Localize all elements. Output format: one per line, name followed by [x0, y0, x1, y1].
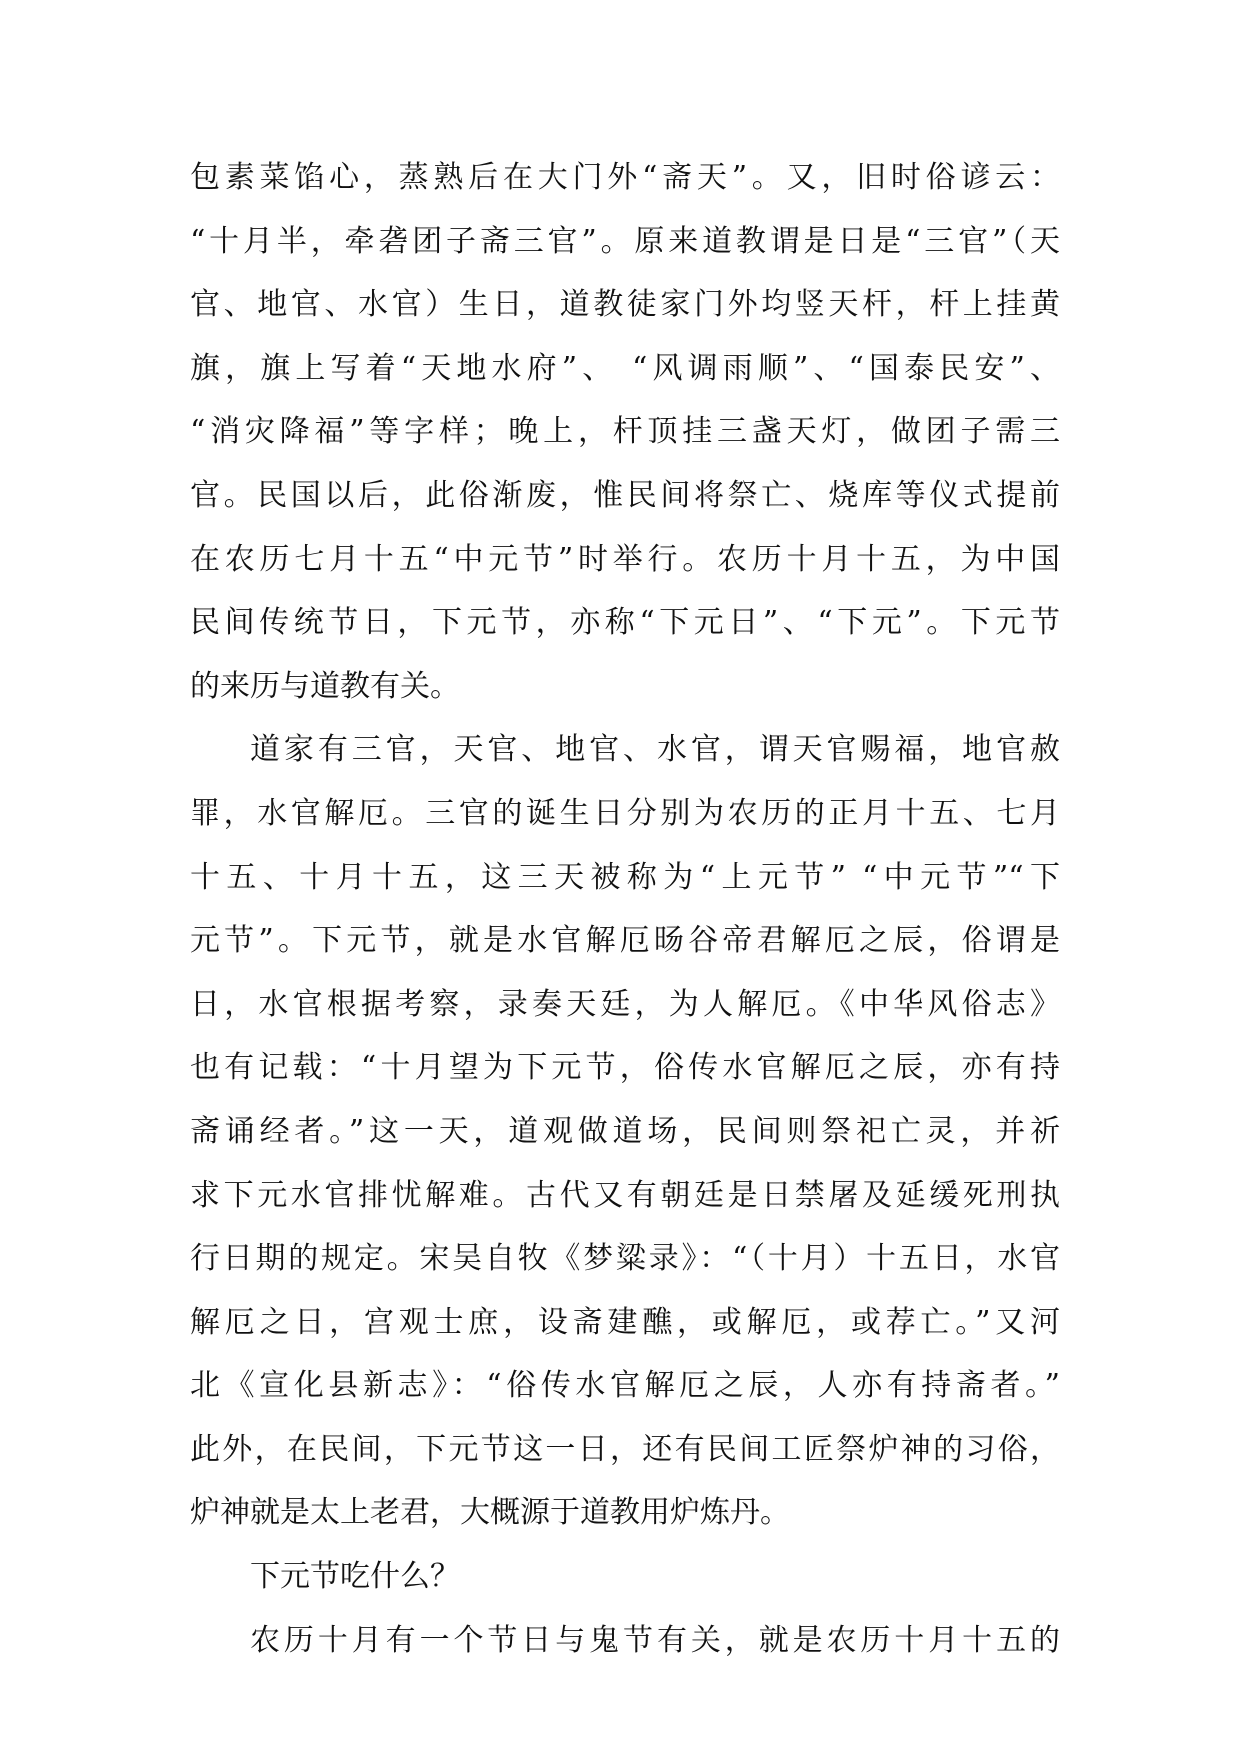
text-line: 在农历七月十五“中元节”时举行。农历十月十五，为中国 [190, 541, 1060, 577]
text-line: 炉神就是太上老君，大概源于道教用炉炼丹。 [190, 1495, 790, 1531]
text-line: 官。民国以后，此俗渐废，惟民间将祭亡、烧库等仪式提前 [190, 477, 1060, 513]
text-line: 罪，水官解厄。三官的诞生日分别为农历的正月十五、七月 [190, 795, 1060, 831]
body-text [190, 146, 1060, 1672]
text-line: 十五、十月十五，这三天被称为“上元节” “中元节”“下 [190, 859, 1060, 895]
text-line: 元节”。下元节，就是水官解厄旸谷帝君解厄之辰，俗谓是 [190, 923, 1060, 959]
text-line: 此外，在民间，下元节这一日，还有民间工匠祭炉神的习俗， [190, 1431, 1060, 1467]
text-line: 旗，旗上写着“天地水府”、 “风调雨顺”、“国泰民安”、 [190, 350, 1060, 386]
text-line: “消灾降福”等字样；晚上，杆顶挂三盏天灯，做团子需三 [190, 414, 1060, 450]
text-line: 行日期的规定。宋吴自牧《梦粱录》：“（十月）十五日，水官 [190, 1241, 1060, 1277]
text-line: 包素菜馅心，蒸熟后在大门外“斋天”。又，旧时俗谚云： [190, 160, 1060, 195]
text-line: “十月半，牵砻团子斋三官”。原来道教谓是日是“三官”（天 [190, 223, 1060, 259]
text-line: 斋诵经者。”这一天，道观做道场，民间则祭祀亡灵，并祈 [190, 1113, 1060, 1149]
text-line: 农历十月有一个节日与鬼节有关，就是农历十月十五的 [250, 1622, 1060, 1658]
section-heading: 下元节吃什么？ [250, 1559, 460, 1595]
text-line: 求下元水官排忧解难。古代又有朝廷是日禁屠及延缓死刑执 [190, 1177, 1060, 1213]
text-line: 解厄之日，宫观士庶，设斋建醮，或解厄，或荐亡。”又河 [190, 1304, 1060, 1340]
text-line: 民间传统节日，下元节，亦称“下元日”、“下元”。下元节 [190, 605, 1060, 641]
text-line: 的来历与道教有关。 [190, 668, 460, 704]
text-line: 北《宣化县新志》：“俗传水官解厄之辰，人亦有持斋者。” [190, 1368, 1060, 1404]
text-line: 官、地官、水官）生日，道教徒家门外均竖天杆，杆上挂黄 [190, 287, 1060, 323]
text-line: 道家有三官，天官、地官、水官，谓天官赐福，地官赦 [250, 732, 1060, 768]
text-line: 也有记载：“十月望为下元节，俗传水官解厄之辰，亦有持 [190, 1050, 1060, 1086]
text-line: 日，水官根据考察，录奏天廷，为人解厄。《中华风俗志》 [190, 986, 1060, 1022]
